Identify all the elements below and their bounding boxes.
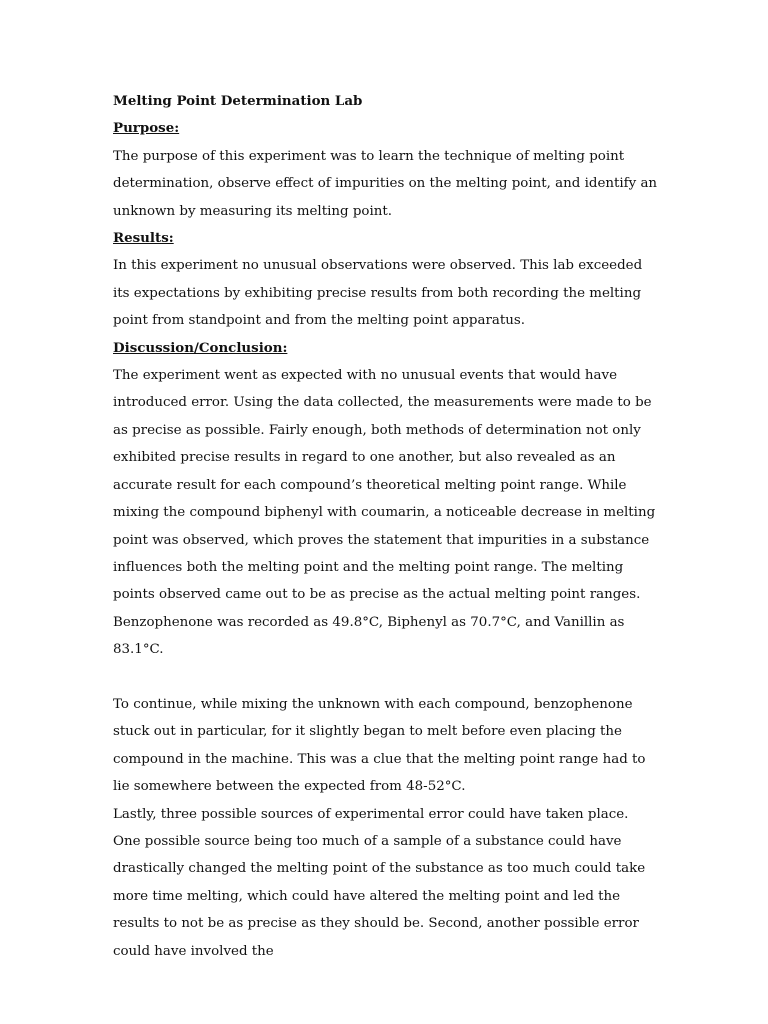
discussion-heading: Discussion/Conclusion: — [113, 339, 288, 356]
discussion-paragraph-1: The experiment went as expected with no unusual events that would have introduced error. Using the data collected, the measurements were made to be as precise as possible. Fairly enough, both methods of determination not only exhibited precise results in regard to one another, but also revealed as an accurate result for each compound’s theoretical melting point range. While mixing the compound biphenyl with coumarin, a noticeable decrease in melting point was observed, which proves the statement that impurities in a substance influences both the melting point and the melting point range. The melting points observed came out to be as precise as the actual melting point ranges. Benzophenone was recorded as 49.8°C, Biphenyl as 70.7°C, and Vanillin as 83.1°C. — [113, 368, 656, 658]
results-heading: Results: — [113, 230, 174, 247]
purpose-paragraph: The purpose of this experiment was to learn the technique of melting point determination, observe effect of impurities on the melting point, and identify an unknown by measuring its melting point. — [113, 148, 658, 219]
discussion-paragraph-2: To continue, while mixing the unknown with each compound, benzophenone stuck out in particular, for it slightly began to melt before even placing the compound in the machine. This was a clue that the melting point range had to lie somewhere between the expected from 48-52°C. — [113, 696, 646, 795]
results-paragraph: In this experiment no unusual observations were observed. This lab exceeded its expectations by exhibiting precise results from both recording the melting point from standpoint and from the melting point apparatus. — [113, 258, 643, 329]
purpose-heading: Purpose: — [113, 120, 180, 137]
document-body — [113, 88, 658, 965]
discussion-paragraph-3: Lastly, three possible sources of experimental error could have taken place. One possible source being too much of a sample of a substance could have drastically changed the melting point of the substance as too much could take more time melting, which could have altered the melting point and led the results to not be as precise as they should be. Second, another possible error could have involved the — [113, 806, 646, 959]
document-title: Melting Point Determination Lab — [113, 93, 363, 109]
paragraph-spacer — [113, 664, 658, 691]
